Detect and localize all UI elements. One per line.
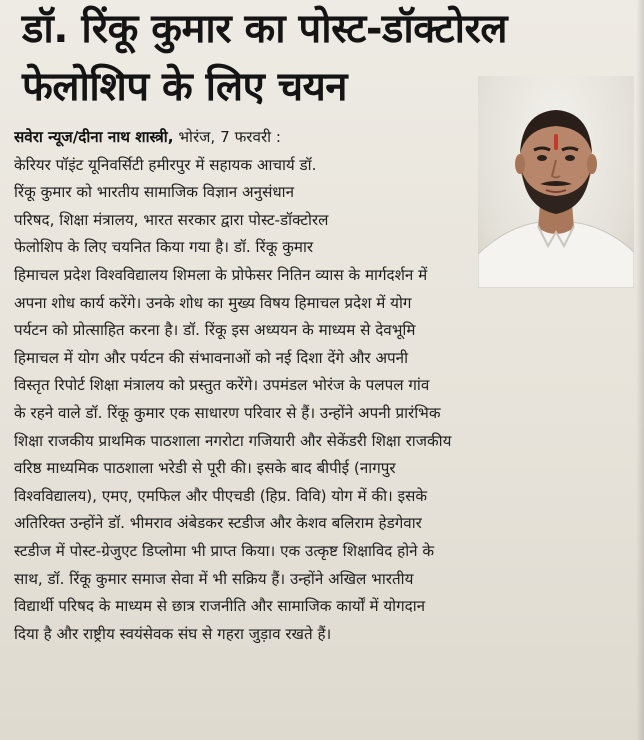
body-line: फेलोशिप के लिए चयनित किया गया है। डॉ. रिंकू कुमार bbox=[14, 238, 314, 257]
body-line: दिया है और राष्ट्रीय स्वयंसेवक संघ से गहरा जुड़ाव रखते हैं। bbox=[14, 624, 332, 643]
body-line: शिक्षा राजकीय प्राथमिक पाठशाला नगरोटा गजियारी और सेकेंडरी शिक्षा राजकीय bbox=[14, 431, 452, 450]
body-line: केरियर पॉइंट यूनिवर्सिटी हमीरपुर में सहायक आचार्य डॉ. bbox=[14, 155, 317, 174]
body-line: हिमाचल प्रदेश विश्वविद्यालय शिमला के प्रोफेसर नितिन व्यास के मार्गदर्शन में bbox=[14, 265, 428, 284]
body-line: विद्यार्थी परिषद के माध्यम से छात्र राजनीति और सामाजिक कार्यों में योगदान bbox=[14, 597, 426, 616]
body-line: स्टडीज में पोस्ट-ग्रेजुएट डिप्लोमा भी प्राप्त किया। एक उत्कृष्ट शिक्षाविद होने के bbox=[14, 541, 435, 560]
article-body bbox=[14, 124, 632, 648]
headline-line-2: फेलोशिप के लिए चयन bbox=[22, 64, 347, 110]
body-line: रिंकू कुमार को भारतीय सामाजिक विज्ञान अनुसंधान bbox=[14, 183, 295, 202]
body-line: हिमाचल में योग और पर्यटन की संभावनाओं को नई दिशा देंगे और अपनी bbox=[14, 348, 409, 367]
body-line: वरिष्ठ माध्यमिक पाठशाला भरेडी से पूरी की। इसके बाद बीपीई (नागपुर bbox=[14, 459, 396, 478]
dateline: भोरंज, 7 फरवरी : bbox=[173, 128, 282, 146]
body-line: विस्तृत रिपोर्ट शिक्षा मंत्रालय को प्रस्तुत करेंगे। उपमंडल भोरंज के पलपल गांव bbox=[14, 376, 430, 395]
body-line: अपना शोध कार्य करेंगे। उनके शोध का मुख्य विषय हिमाचल प्रदेश में योग bbox=[14, 293, 412, 312]
body-line-byline bbox=[14, 124, 472, 152]
body-line: परिषद, शिक्षा मंत्रालय, भारत सरकार द्वारा पोस्ट-डॉक्टोरल bbox=[14, 210, 329, 229]
paper-edge-shadow bbox=[636, 0, 644, 740]
body-line: विश्वविद्यालय), एमए, एमफिल और पीएचडी (हिप्र. विवि) योग में की। इसके bbox=[14, 486, 428, 505]
body-line: साथ, डॉ. रिंकू कुमार समाज सेवा में भी सक्रिय हैं। उन्होंने अखिल भारतीय bbox=[14, 569, 414, 588]
byline: सवेरा न्यूज/दीना नाथ शास्त्री, bbox=[14, 128, 174, 146]
body-line: के रहने वाले डॉ. रिंकू कुमार एक साधारण परिवार से हैं। उन्होंने अपनी प्रारंभिक bbox=[14, 403, 441, 422]
body-line: पर्यटन को प्रोत्साहित करना है। डॉ. रिंकू इस अध्ययन के माध्यम से देवभूमि bbox=[14, 321, 416, 340]
body-line: अतिरिक्त उन्होंने डॉ. भीमराव अंबेडकर स्टडीज और केशव बलिराम हेडगेवार bbox=[14, 514, 422, 533]
headline-line-1: डॉ. रिंकू कुमार का पोस्ट-डॉक्टोरल bbox=[22, 6, 507, 52]
